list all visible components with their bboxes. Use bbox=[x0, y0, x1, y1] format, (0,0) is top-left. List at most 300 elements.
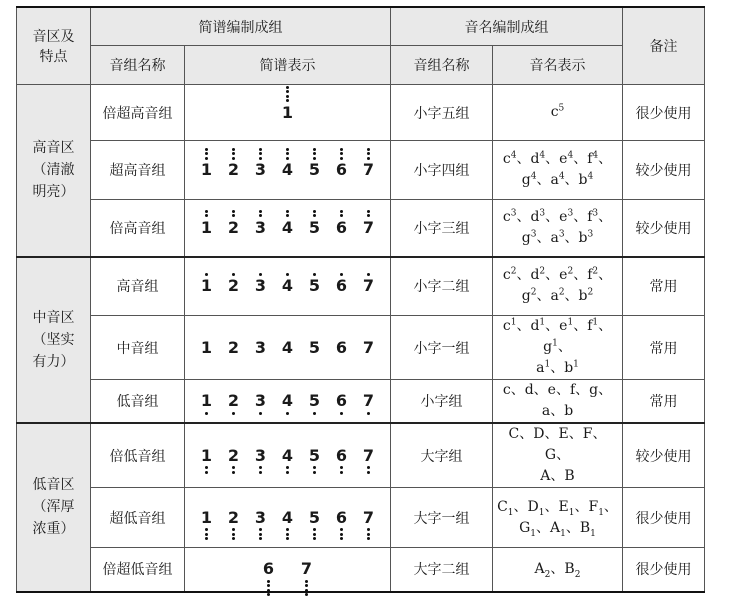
octave-dot bbox=[286, 471, 289, 474]
jianpu-digit: 1 bbox=[199, 219, 215, 237]
pitch-note-base: g bbox=[521, 288, 531, 305]
octave-dot bbox=[286, 466, 289, 469]
jianpu-digit: 2 bbox=[226, 447, 242, 465]
octave-dot bbox=[367, 412, 370, 415]
octave-dot bbox=[367, 273, 370, 276]
pitch-note-base: G bbox=[519, 519, 531, 536]
jianpu-digit: 6 bbox=[334, 161, 350, 179]
octave-dot bbox=[286, 537, 289, 540]
pitch-note-base: a bbox=[550, 288, 559, 305]
pitch-note-base: g bbox=[521, 172, 531, 188]
pitch-line bbox=[496, 466, 619, 487]
octave-dot bbox=[367, 466, 370, 469]
pitch-note bbox=[527, 498, 545, 518]
pitch-group-name: 小字四组 bbox=[391, 141, 493, 200]
jianpu-digit: 5 bbox=[308, 337, 321, 357]
jianpu-notation bbox=[185, 548, 391, 592]
octave-dots-above bbox=[367, 146, 370, 161]
pitch-note-base: A bbox=[534, 560, 545, 577]
octave-dot bbox=[232, 152, 235, 155]
jianpu-digit: 2 bbox=[226, 219, 242, 237]
region-line: （清澈 bbox=[32, 162, 75, 179]
octave-dot bbox=[232, 528, 235, 531]
header-jianpu-name: 音组名称 bbox=[91, 46, 185, 85]
octave-dots-below bbox=[259, 527, 262, 542]
octave-dots-below bbox=[286, 410, 289, 416]
note-separator: 、 bbox=[550, 360, 565, 376]
pitch-note-octave: 3 bbox=[558, 229, 565, 240]
octave-dots-below bbox=[367, 465, 370, 476]
note-separator: 、 bbox=[533, 382, 548, 398]
octave-dot bbox=[232, 466, 235, 469]
octave-dot bbox=[313, 210, 316, 213]
pitch-note-octave: 4 bbox=[510, 150, 517, 161]
remark: 常用 bbox=[623, 380, 705, 424]
remark: 较少使用 bbox=[623, 423, 705, 488]
pitch-note bbox=[497, 498, 514, 518]
pitch-note bbox=[522, 288, 537, 304]
pitch-notation bbox=[493, 85, 623, 141]
octave-dot bbox=[313, 412, 316, 415]
pitch-note bbox=[550, 230, 564, 246]
pitch-note-base: b bbox=[578, 229, 588, 246]
jianpu-digits bbox=[189, 560, 386, 578]
octave-dot bbox=[340, 528, 343, 531]
pitch-note-octave: 1 bbox=[510, 317, 517, 328]
pitch-note-octave: 5 bbox=[558, 103, 565, 114]
pitch-note-base: c bbox=[502, 151, 511, 167]
octave-dots-below bbox=[205, 465, 208, 476]
jianpu-digit: 7 bbox=[361, 392, 377, 410]
octave-dot bbox=[267, 589, 270, 592]
octave-dots-below bbox=[340, 465, 343, 476]
note-separator: 、 bbox=[510, 382, 525, 398]
pitch-note-octave: 1 bbox=[568, 507, 575, 518]
octave-dot bbox=[205, 157, 208, 160]
octave-dot bbox=[286, 99, 289, 102]
octave-dots-above bbox=[259, 208, 262, 219]
octave-dot bbox=[259, 533, 262, 536]
pitch-note bbox=[525, 382, 534, 398]
pitch-line bbox=[496, 149, 619, 170]
octave-dots-above bbox=[259, 146, 262, 161]
octave-dot bbox=[259, 210, 262, 213]
jianpu-digit: 2 bbox=[227, 337, 240, 357]
pitch-note bbox=[550, 172, 564, 188]
jianpu-digit: 7 bbox=[362, 337, 375, 357]
octave-dots-below bbox=[313, 527, 316, 542]
pitch-notation bbox=[493, 257, 623, 316]
pitch-note-octave: 1 bbox=[539, 317, 546, 328]
pitch-note-base: b bbox=[578, 172, 588, 188]
octave-dot bbox=[367, 148, 370, 151]
jianpu-group-name: 倍超高音组 bbox=[91, 85, 185, 141]
jianpu-digits bbox=[189, 277, 386, 295]
octave-dot bbox=[313, 537, 316, 540]
pitch-note-octave: 3 bbox=[592, 208, 599, 219]
octave-dots-below bbox=[340, 410, 343, 416]
note-separator: 、 bbox=[516, 267, 531, 284]
pitch-note-base: F bbox=[588, 498, 599, 515]
jianpu-group-name: 中音组 bbox=[91, 316, 185, 380]
octave-dot bbox=[232, 210, 235, 213]
note-separator: 、 bbox=[516, 151, 531, 167]
octave-dot bbox=[340, 210, 343, 213]
octave-dot bbox=[259, 157, 262, 160]
pitch-line bbox=[496, 102, 619, 123]
pitch-note bbox=[530, 267, 545, 283]
octave-dot bbox=[313, 214, 316, 217]
jianpu-notation bbox=[185, 423, 391, 488]
pitch-note-base: e bbox=[559, 267, 568, 284]
region-line: 明亮） bbox=[32, 184, 75, 201]
octave-dot bbox=[340, 471, 343, 474]
jianpu-digit: 6 bbox=[261, 560, 277, 578]
octave-dot bbox=[340, 273, 343, 276]
note-separator: 、 bbox=[568, 426, 583, 442]
pitch-note-base: c bbox=[502, 382, 511, 398]
jianpu-digits bbox=[189, 392, 386, 410]
octave-dot bbox=[340, 214, 343, 217]
octave-dot bbox=[286, 210, 289, 213]
jianpu-digit: 5 bbox=[307, 392, 323, 410]
pitch-note bbox=[522, 230, 537, 246]
pitch-note-octave: 1 bbox=[507, 507, 514, 518]
register-table-container bbox=[16, 6, 705, 593]
jianpu-digit: 5 bbox=[307, 509, 323, 527]
table-row bbox=[17, 380, 705, 424]
note-separator: 、 bbox=[557, 339, 572, 355]
register-table bbox=[16, 6, 705, 593]
octave-dot bbox=[367, 471, 370, 474]
jianpu-notation bbox=[185, 380, 391, 424]
jianpu-notation bbox=[185, 200, 391, 257]
remark: 较少使用 bbox=[623, 200, 705, 257]
octave-dots-below bbox=[259, 465, 262, 476]
pitch-note-base: d bbox=[524, 382, 534, 398]
note-separator: 、 bbox=[536, 288, 551, 305]
note-separator: 、 bbox=[574, 498, 589, 515]
pitch-note bbox=[587, 318, 598, 334]
header-pitch-name: 音组名称 bbox=[391, 46, 493, 85]
pitch-note-base: G bbox=[544, 447, 557, 463]
note-separator: 、 bbox=[575, 382, 590, 398]
jianpu-notation bbox=[185, 488, 391, 548]
octave-dot bbox=[259, 466, 262, 469]
octave-dot bbox=[340, 533, 343, 536]
header-jianpu-notation: 简谱表示 bbox=[185, 46, 391, 85]
octave-dots-above bbox=[286, 208, 289, 219]
octave-dot bbox=[286, 214, 289, 217]
jianpu-group-name: 低音组 bbox=[91, 380, 185, 424]
jianpu-digits bbox=[189, 104, 386, 122]
pitch-note-octave: 1 bbox=[538, 507, 545, 518]
note-separator: 、 bbox=[545, 208, 560, 225]
octave-dot bbox=[259, 148, 262, 151]
note-separator: 、 bbox=[555, 382, 570, 398]
pitch-note-base: C bbox=[508, 426, 520, 442]
octave-dot bbox=[232, 537, 235, 540]
pitch-note-octave: 4 bbox=[567, 150, 574, 161]
pitch-note bbox=[559, 209, 573, 225]
jianpu-notation bbox=[185, 316, 391, 380]
octave-dots-above bbox=[232, 271, 235, 277]
jianpu-digit: 7 bbox=[361, 447, 377, 465]
pitch-note-octave: 3 bbox=[539, 208, 546, 219]
octave-dot bbox=[232, 412, 235, 415]
octave-dot bbox=[232, 471, 235, 474]
table-row bbox=[17, 548, 705, 592]
octave-dot bbox=[367, 528, 370, 531]
pitch-note-base: b bbox=[564, 360, 574, 376]
jianpu-digit: 6 bbox=[334, 392, 350, 410]
octave-dot bbox=[367, 152, 370, 155]
note-separator: 、 bbox=[598, 318, 613, 334]
octave-dot bbox=[313, 273, 316, 276]
region-cell bbox=[17, 85, 91, 257]
pitch-note-octave: 4 bbox=[558, 171, 565, 182]
note-separator: 、 bbox=[565, 519, 580, 536]
octave-dot bbox=[340, 537, 343, 540]
octave-dot bbox=[286, 533, 289, 536]
pitch-note bbox=[579, 230, 594, 246]
pitch-note-base: c bbox=[502, 267, 511, 284]
octave-dot bbox=[367, 210, 370, 213]
pitch-note-octave: 3 bbox=[510, 208, 517, 219]
jianpu-digit: 6 bbox=[334, 219, 350, 237]
jianpu-digit: 6 bbox=[335, 337, 348, 357]
octave-dot bbox=[340, 157, 343, 160]
header-region bbox=[17, 7, 91, 85]
note-separator: 、 bbox=[603, 498, 618, 515]
pitch-notation bbox=[493, 141, 623, 200]
pitch-group-name: 大字二组 bbox=[391, 548, 493, 592]
pitch-group-name: 小字组 bbox=[391, 380, 493, 424]
pitch-note-base: f bbox=[587, 318, 593, 334]
octave-dots-above bbox=[232, 208, 235, 219]
pitch-note-base: b bbox=[578, 288, 588, 305]
table-row bbox=[17, 85, 705, 141]
pitch-note bbox=[550, 519, 566, 539]
pitch-notation bbox=[493, 548, 623, 592]
jianpu-digit: 1 bbox=[199, 509, 215, 527]
note-separator: 、 bbox=[592, 426, 607, 442]
pitch-note-base: B bbox=[564, 468, 575, 484]
jianpu-digit: 4 bbox=[280, 509, 296, 527]
octave-dot bbox=[313, 466, 316, 469]
pitch-note-base: A bbox=[540, 468, 551, 484]
jianpu-group-name: 高音组 bbox=[91, 257, 185, 316]
octave-dot bbox=[313, 533, 316, 536]
jianpu-digit: 4 bbox=[280, 219, 296, 237]
jianpu-digits bbox=[189, 339, 386, 357]
octave-dot bbox=[259, 412, 262, 415]
pitch-note bbox=[530, 209, 545, 225]
pitch-notation bbox=[493, 200, 623, 257]
pitch-note bbox=[545, 447, 556, 463]
pitch-note bbox=[503, 318, 517, 334]
jianpu-digit: 7 bbox=[361, 161, 377, 179]
note-separator: 、 bbox=[556, 447, 571, 463]
pitch-note bbox=[540, 468, 550, 484]
octave-dots-above bbox=[232, 146, 235, 161]
octave-dot bbox=[205, 528, 208, 531]
note-separator: 、 bbox=[545, 267, 560, 284]
octave-dot bbox=[286, 152, 289, 155]
octave-dots-above bbox=[286, 146, 289, 161]
octave-dots-above bbox=[340, 146, 343, 161]
octave-dot bbox=[286, 148, 289, 151]
octave-dot bbox=[205, 148, 208, 151]
octave-dot bbox=[205, 412, 208, 415]
note-separator: 、 bbox=[544, 498, 559, 515]
octave-dots-below bbox=[232, 527, 235, 542]
jianpu-digit: 6 bbox=[334, 509, 350, 527]
jianpu-digits bbox=[189, 509, 386, 527]
jianpu-notation bbox=[185, 85, 391, 141]
octave-dot bbox=[267, 580, 270, 583]
table-row bbox=[17, 141, 705, 200]
table-row bbox=[17, 488, 705, 548]
pitch-note-octave: 1 bbox=[544, 359, 551, 370]
octave-dot bbox=[205, 210, 208, 213]
note-separator: 、 bbox=[513, 498, 528, 515]
octave-dot bbox=[205, 471, 208, 474]
header-region-line-1: 音区及 bbox=[32, 29, 75, 45]
pitch-note-octave: 2 bbox=[530, 287, 537, 298]
pitch-note-octave: 1 bbox=[567, 317, 574, 328]
pitch-note bbox=[509, 426, 520, 442]
note-separator: 、 bbox=[598, 208, 613, 225]
jianpu-digit: 1 bbox=[199, 392, 215, 410]
jianpu-digits bbox=[189, 447, 386, 465]
pitch-note-octave: 2 bbox=[592, 266, 599, 277]
jianpu-digit: 5 bbox=[307, 161, 323, 179]
pitch-note-base: c bbox=[550, 104, 559, 120]
octave-dot bbox=[286, 86, 289, 89]
pitch-note-octave: 2 bbox=[587, 287, 594, 298]
pitch-note-base: d bbox=[530, 267, 540, 284]
jianpu-group-name: 倍高音组 bbox=[91, 200, 185, 257]
pitch-note-base: d bbox=[530, 208, 540, 225]
pitch-note-base: C bbox=[497, 498, 508, 515]
pitch-notation bbox=[493, 316, 623, 380]
octave-dot bbox=[205, 466, 208, 469]
jianpu-digit: 7 bbox=[299, 560, 315, 578]
remark: 很少使用 bbox=[623, 548, 705, 592]
pitch-line bbox=[496, 316, 619, 358]
note-separator: 、 bbox=[573, 151, 588, 167]
octave-dot bbox=[286, 412, 289, 415]
pitch-note bbox=[559, 318, 573, 334]
remark: 很少使用 bbox=[623, 85, 705, 141]
pitch-note-base: A bbox=[550, 519, 561, 536]
pitch-line bbox=[496, 424, 619, 466]
note-separator: 、 bbox=[550, 468, 565, 484]
note-separator: 、 bbox=[544, 426, 559, 442]
pitch-notation bbox=[493, 423, 623, 488]
pitch-note-octave: 1 bbox=[592, 317, 599, 328]
pitch-note-base: f bbox=[587, 208, 593, 225]
pitch-note-octave: 2 bbox=[539, 266, 546, 277]
jianpu-digit: 4 bbox=[281, 337, 294, 357]
pitch-note-base: E bbox=[558, 498, 569, 515]
pitch-line bbox=[496, 228, 619, 249]
jianpu-digit: 4 bbox=[280, 447, 296, 465]
region-cell bbox=[17, 423, 91, 592]
pitch-note-base: a bbox=[550, 229, 559, 246]
pitch-note-base: D bbox=[527, 498, 539, 515]
octave-dot bbox=[286, 273, 289, 276]
note-separator: 、 bbox=[573, 208, 588, 225]
table-body bbox=[17, 85, 705, 592]
pitch-note bbox=[564, 403, 573, 419]
pitch-group-name: 大字一组 bbox=[391, 488, 493, 548]
octave-dots-below bbox=[232, 465, 235, 476]
jianpu-group-name: 超低音组 bbox=[91, 488, 185, 548]
remark: 很少使用 bbox=[623, 488, 705, 548]
jianpu-digit: 7 bbox=[361, 509, 377, 527]
header-pitch-group: 音名编制成组 bbox=[391, 7, 623, 46]
pitch-note-base: a bbox=[550, 172, 559, 188]
pitch-note-base: e bbox=[547, 382, 556, 398]
pitch-line bbox=[496, 358, 619, 379]
octave-dots-above bbox=[313, 271, 316, 277]
octave-dot bbox=[259, 214, 262, 217]
pitch-note bbox=[533, 426, 544, 442]
octave-dot bbox=[313, 152, 316, 155]
octave-dots-above bbox=[313, 208, 316, 219]
pitch-note bbox=[542, 403, 550, 419]
pitch-note-octave: 4 bbox=[539, 150, 546, 161]
pitch-note-base: g bbox=[543, 339, 553, 355]
octave-dot bbox=[367, 157, 370, 160]
note-separator: 、 bbox=[573, 318, 588, 334]
header-row-1 bbox=[17, 7, 705, 46]
note-separator: 、 bbox=[573, 267, 588, 284]
note-separator: 、 bbox=[564, 172, 579, 188]
pitch-note-base: B bbox=[579, 519, 591, 536]
octave-dots-above bbox=[367, 208, 370, 219]
jianpu-digit: 1 bbox=[199, 447, 215, 465]
octave-dots-below bbox=[367, 527, 370, 542]
pitch-note-base: g bbox=[589, 382, 599, 398]
octave-dots-below bbox=[340, 527, 343, 542]
pitch-note-octave: 1 bbox=[530, 528, 537, 539]
pitch-note-base: d bbox=[530, 318, 540, 334]
note-separator: 、 bbox=[536, 519, 551, 536]
pitch-note bbox=[587, 267, 598, 283]
octave-dots-below bbox=[232, 410, 235, 416]
octave-dot bbox=[259, 537, 262, 540]
pitch-note-base: f bbox=[587, 267, 593, 284]
region-cell bbox=[17, 257, 91, 424]
jianpu-digit: 2 bbox=[226, 277, 242, 295]
octave-dots-above bbox=[367, 271, 370, 277]
octave-dot bbox=[367, 537, 370, 540]
note-separator: 、 bbox=[598, 382, 613, 398]
pitch-note bbox=[559, 151, 573, 167]
pitch-note-octave: 2 bbox=[574, 569, 581, 580]
octave-dot bbox=[232, 533, 235, 536]
pitch-note-octave: 1 bbox=[552, 338, 558, 349]
header-jianpu-group: 简谱编制成组 bbox=[91, 7, 391, 46]
pitch-note-base: E bbox=[558, 426, 569, 442]
pitch-note-base: e bbox=[559, 151, 568, 167]
jianpu-digit: 3 bbox=[253, 392, 269, 410]
region-line: 高音区 bbox=[32, 140, 75, 157]
pitch-note bbox=[534, 560, 551, 580]
